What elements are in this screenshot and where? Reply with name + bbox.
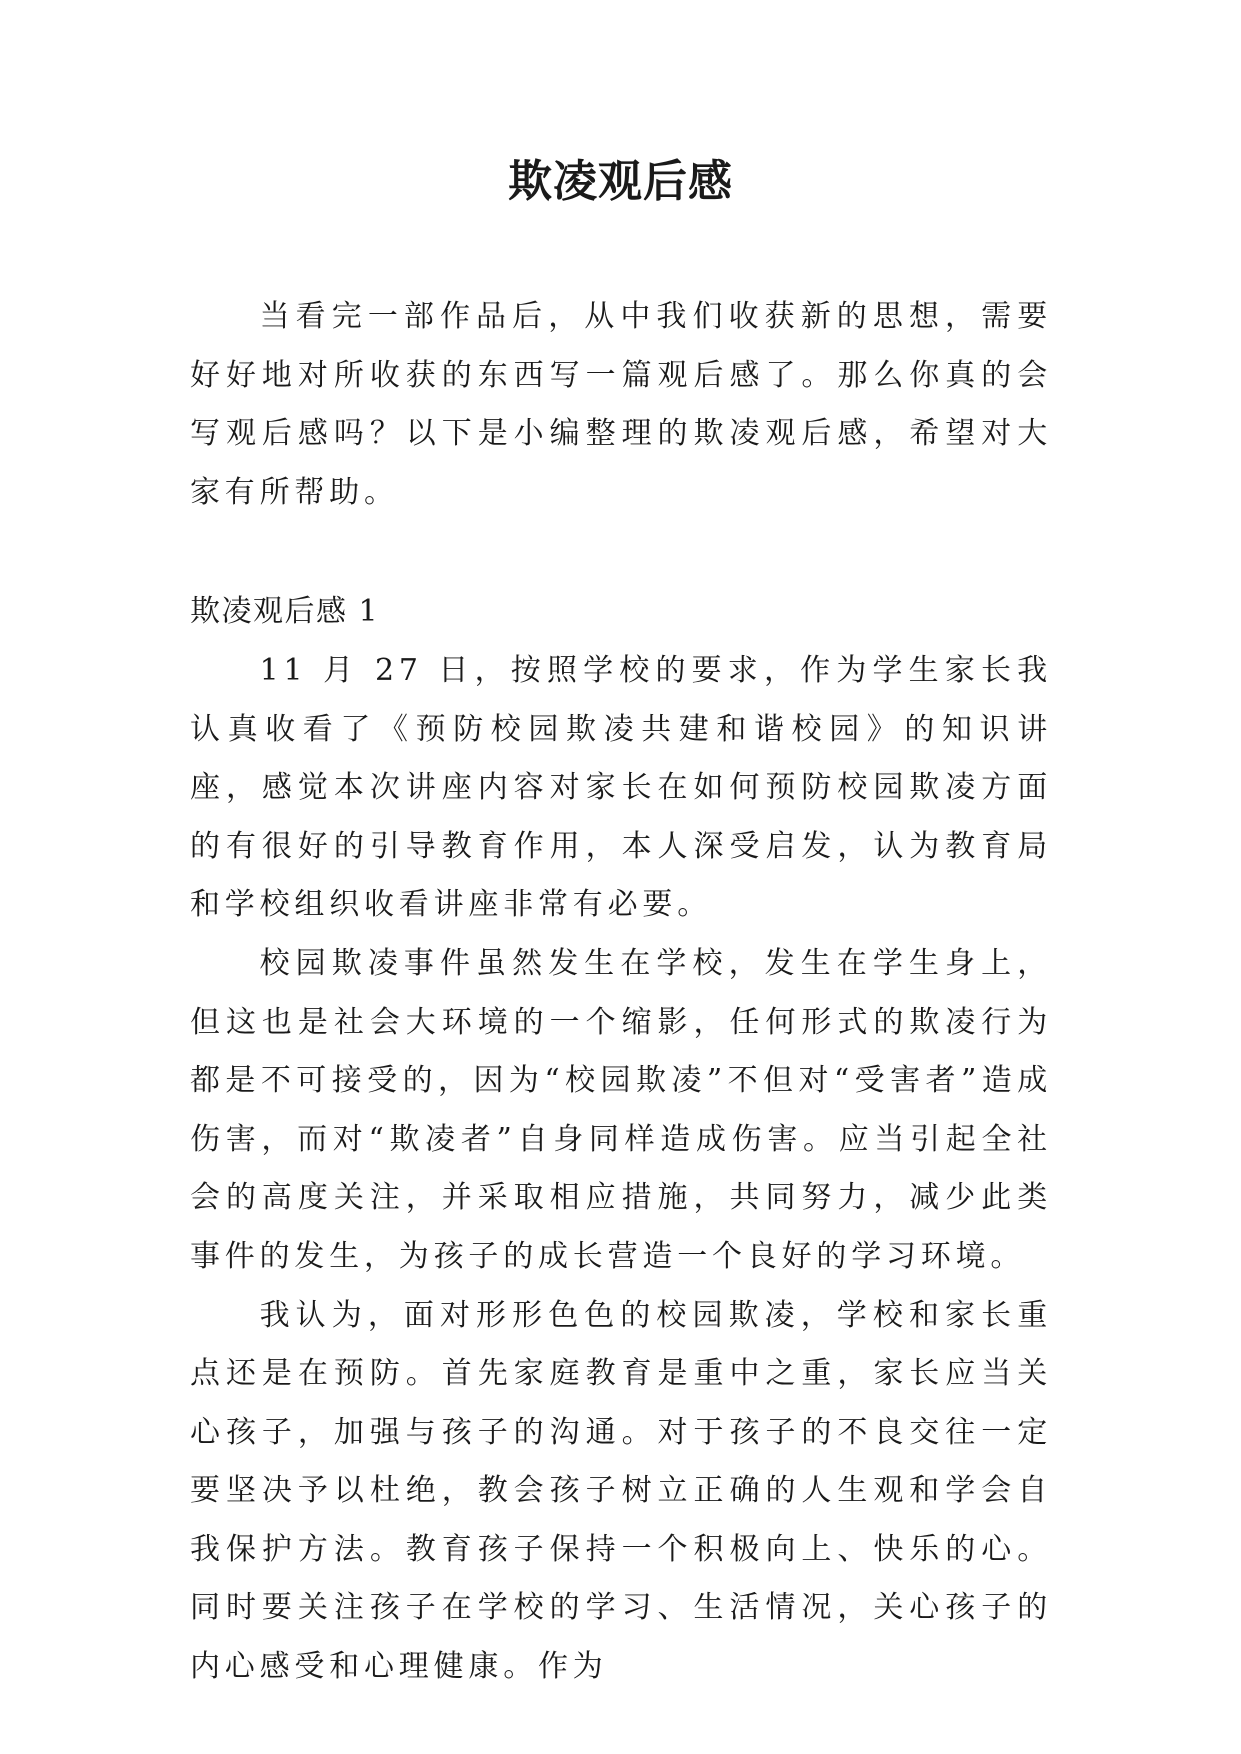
intro-paragraph: 当看完一部作品后，从中我们收获新的思想，需要好好地对所收获的东西写一篇观后感了。那么你真的会写观后感吗？以下是小编整理的欺凌观后感，希望对大家有所帮助。 [190,299,1052,510]
document-title: 欺凌观后感 [508,156,733,207]
section-heading: 欺凌观后感 1 [190,594,380,630]
body-paragraph: 11 月 27 日，按照学校的要求，作为学生家长我认真收看了《预防校园欺凌共建和谐校园》的知识讲座，感觉本次讲座内容对家长在如何预防校园欺凌方面的有很好的引导教育作用，本人深受启发，认为教育局和学校组织收看讲座非常有必要。 [190,652,1052,923]
body-paragraph: 校园欺凌事件虽然发生在学校，发生在学生身上，但这也是社会大环境的一个缩影，任何形式的欺凌行为都是不可接受的，因为“校园欺凌”不但对“受害者”造成伤害，而对“欺凌者”自身同样造成伤害。应当引起全社会的高度关注，并采取相应措施，共同努力，减少此类事件的发生，为孩子的成长营造一个良好的学习环境。 [190,945,1052,1274]
body-paragraph: 我认为，面对形形色色的校园欺凌，学校和家长重点还是在预防。首先家庭教育是重中之重，家长应当关心孩子，加强与孩子的沟通。对于孩子的不良交往一定要坚决予以杜绝，教会孩子树立正确的人生观和学会自我保护方法。教育孩子保持一个积极向上、快乐的心。同时要关注孩子在学校的学习、生活情况，关心孩子的内心感受和心理健康。作为 [190,1297,1052,1685]
document-body [190,288,1052,1697]
